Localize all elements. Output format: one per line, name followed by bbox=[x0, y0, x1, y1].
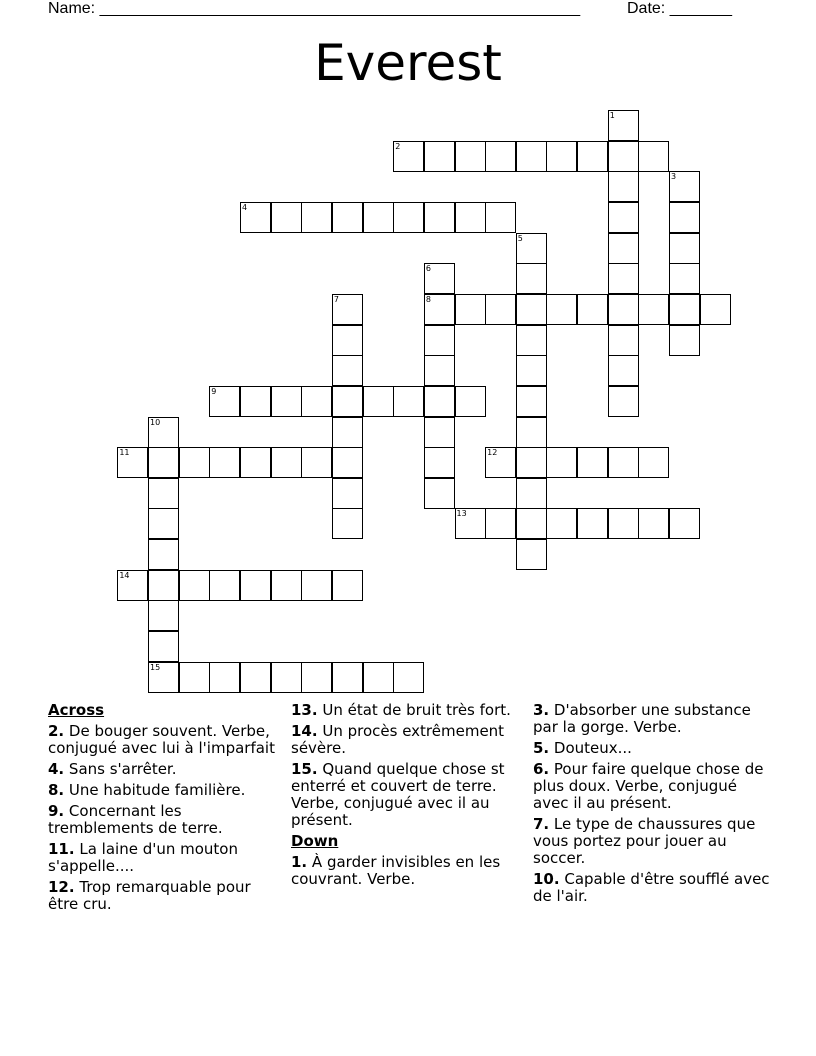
grid-cell[interactable] bbox=[485, 447, 516, 478]
down-heading: Down bbox=[291, 832, 339, 850]
clue-number: 11. bbox=[48, 840, 75, 858]
grid-cell[interactable] bbox=[301, 386, 332, 417]
clues-column-1 bbox=[48, 702, 280, 917]
grid-cell[interactable] bbox=[608, 263, 639, 294]
clue-across-14 bbox=[291, 723, 523, 757]
grid-cell[interactable] bbox=[393, 202, 424, 233]
grid-cell[interactable] bbox=[424, 294, 455, 325]
grid-cell[interactable] bbox=[638, 141, 669, 172]
grid-cell[interactable] bbox=[608, 110, 639, 141]
clue-down-6 bbox=[533, 761, 773, 812]
grid-cell[interactable] bbox=[608, 355, 639, 386]
grid-cell[interactable] bbox=[577, 508, 608, 539]
clue-text: Pour faire quelque chose de plus doux. Verbe, conjugué avec il au présent. bbox=[533, 760, 764, 812]
clue-across-12 bbox=[48, 879, 280, 913]
grid-cell[interactable] bbox=[638, 508, 669, 539]
grid-cell[interactable] bbox=[240, 447, 271, 478]
cell-number: 15 bbox=[150, 662, 161, 672]
grid-cell[interactable] bbox=[516, 539, 547, 570]
clue-across-2 bbox=[48, 723, 280, 757]
grid-cell[interactable] bbox=[117, 570, 148, 601]
grid-cell[interactable] bbox=[301, 447, 332, 478]
clue-down-3 bbox=[533, 702, 773, 736]
grid-cell[interactable] bbox=[424, 202, 455, 233]
grid-cell[interactable] bbox=[148, 631, 179, 662]
grid-cell[interactable] bbox=[148, 662, 179, 693]
grid-cell[interactable] bbox=[608, 447, 639, 478]
grid-cell[interactable] bbox=[179, 570, 210, 601]
clue-across-8 bbox=[48, 782, 280, 799]
grid-cell[interactable] bbox=[148, 508, 179, 539]
grid-cell[interactable] bbox=[516, 355, 547, 386]
cell-number: 2 bbox=[395, 141, 401, 151]
grid-cell[interactable] bbox=[577, 447, 608, 478]
clue-number: 3. bbox=[533, 701, 550, 719]
grid-cell[interactable] bbox=[301, 662, 332, 693]
grid-cell[interactable] bbox=[516, 141, 547, 172]
grid-cell[interactable] bbox=[332, 202, 363, 233]
clues-column-2 bbox=[291, 702, 523, 892]
grid-cell[interactable] bbox=[209, 386, 240, 417]
grid-cell[interactable] bbox=[179, 447, 210, 478]
cell-number: 3 bbox=[671, 172, 677, 182]
grid-cell[interactable] bbox=[546, 508, 577, 539]
grid-cell[interactable] bbox=[516, 386, 547, 417]
grid-cell[interactable] bbox=[424, 447, 455, 478]
clue-across-9 bbox=[48, 803, 280, 837]
grid-cell[interactable] bbox=[301, 202, 332, 233]
grid-cell[interactable] bbox=[516, 233, 547, 264]
clue-number: 10. bbox=[533, 870, 560, 888]
grid-cell[interactable] bbox=[546, 294, 577, 325]
grid-cell[interactable] bbox=[669, 202, 700, 233]
clues-column-3 bbox=[533, 702, 773, 909]
grid-cell[interactable] bbox=[608, 202, 639, 233]
clue-across-13 bbox=[291, 702, 523, 719]
clue-text: Le type de chaussures que vous portez pour jouer au soccer. bbox=[533, 815, 756, 867]
clue-number: 9. bbox=[48, 802, 65, 820]
clue-text: Concernant les tremblements de terre. bbox=[48, 802, 223, 837]
grid-cell[interactable] bbox=[455, 141, 486, 172]
grid-cell[interactable] bbox=[608, 233, 639, 264]
grid-cell[interactable] bbox=[332, 570, 363, 601]
clue-number: 5. bbox=[533, 739, 550, 757]
grid-cell[interactable] bbox=[455, 202, 486, 233]
clue-text: De bouger souvent. Verbe, conjugué avec lui à l'imparfait bbox=[48, 722, 275, 757]
grid-cell[interactable] bbox=[516, 478, 547, 509]
grid-cell[interactable] bbox=[608, 325, 639, 356]
cell-number: 4 bbox=[241, 202, 248, 212]
grid-cell[interactable] bbox=[485, 294, 516, 325]
cell-number: 1 bbox=[609, 111, 615, 120]
grid-cell[interactable] bbox=[363, 202, 394, 233]
grid-cell[interactable] bbox=[485, 202, 516, 233]
clue-down-10 bbox=[533, 871, 773, 905]
grid-cell[interactable] bbox=[240, 570, 271, 601]
grid-cell[interactable] bbox=[209, 570, 240, 601]
grid-cell[interactable] bbox=[455, 508, 486, 539]
cell-number: 9 bbox=[211, 386, 217, 396]
grid-cell[interactable] bbox=[516, 325, 547, 356]
grid-cell[interactable] bbox=[393, 662, 424, 693]
grid-cell[interactable] bbox=[332, 478, 363, 509]
grid-cell[interactable] bbox=[148, 539, 179, 570]
grid-cell[interactable] bbox=[271, 202, 302, 233]
grid-cell[interactable] bbox=[485, 508, 516, 539]
grid-cell[interactable] bbox=[363, 386, 394, 417]
grid-cell[interactable] bbox=[271, 447, 302, 478]
puzzle-title: Everest bbox=[314, 34, 502, 92]
grid-cell[interactable] bbox=[424, 355, 455, 386]
grid-cell[interactable] bbox=[148, 570, 179, 601]
grid-cell[interactable] bbox=[424, 386, 455, 417]
clue-text: Quand quelque chose st enterré et couvert de terre. Verbe, conjugué avec il au présent. bbox=[291, 760, 505, 829]
grid-cell[interactable] bbox=[363, 662, 394, 693]
clue-number: 4. bbox=[48, 760, 65, 778]
grid-cell[interactable] bbox=[424, 325, 455, 356]
grid-cell[interactable] bbox=[669, 171, 700, 202]
clue-across-4 bbox=[48, 761, 280, 778]
clue-text: Une habitude familière. bbox=[68, 781, 246, 799]
grid-cell[interactable] bbox=[209, 447, 240, 478]
grid-cell[interactable] bbox=[516, 508, 547, 539]
grid-cell[interactable] bbox=[332, 294, 363, 325]
grid-cell[interactable] bbox=[638, 294, 669, 325]
clue-text: Capable d'être soufflé avec de l'air. bbox=[533, 870, 770, 905]
grid-cell[interactable] bbox=[700, 294, 731, 325]
grid-cell[interactable] bbox=[608, 508, 639, 539]
grid-cell[interactable] bbox=[516, 417, 547, 448]
clue-across-11 bbox=[48, 841, 280, 875]
grid-cell[interactable] bbox=[424, 141, 455, 172]
grid-cell[interactable] bbox=[424, 478, 455, 509]
grid-cell[interactable] bbox=[148, 447, 179, 478]
cell-number: 11 bbox=[119, 448, 130, 458]
date-field: Date: _______ bbox=[627, 0, 732, 17]
clue-text: À garder invisibles en les couvrant. Verbe. bbox=[291, 853, 501, 888]
grid-cell[interactable] bbox=[179, 662, 210, 693]
grid-cell[interactable] bbox=[240, 662, 271, 693]
grid-cell[interactable] bbox=[455, 294, 486, 325]
grid-cell[interactable] bbox=[669, 263, 700, 294]
clue-number: 1. bbox=[291, 853, 308, 871]
clue-across-15 bbox=[291, 761, 523, 829]
clue-down-1 bbox=[291, 854, 523, 888]
clue-text: Un état de bruit très fort. bbox=[322, 701, 511, 719]
clue-text: La laine d'un mouton s'appelle.... bbox=[48, 840, 238, 875]
clue-text: Un procès extrêmement sévère. bbox=[291, 722, 505, 757]
cell-number: 6 bbox=[425, 264, 431, 274]
cell-number: 13 bbox=[456, 509, 467, 519]
clue-down-7 bbox=[533, 816, 773, 867]
clue-number: 14. bbox=[291, 722, 318, 740]
grid-cell[interactable] bbox=[455, 386, 486, 417]
clue-number: 15. bbox=[291, 760, 318, 778]
grid-cell[interactable] bbox=[148, 478, 179, 509]
grid-cell[interactable] bbox=[669, 294, 700, 325]
grid-cell[interactable] bbox=[271, 662, 302, 693]
grid-cell[interactable] bbox=[332, 508, 363, 539]
grid-cell[interactable] bbox=[608, 386, 639, 417]
grid-cell[interactable] bbox=[271, 386, 302, 417]
cell-number: 14 bbox=[119, 570, 130, 580]
grid-cell[interactable] bbox=[117, 447, 148, 478]
clue-number: 8. bbox=[48, 781, 65, 799]
grid-cell[interactable] bbox=[240, 202, 271, 233]
cell-number: 7 bbox=[333, 294, 339, 304]
clue-number: 2. bbox=[48, 722, 65, 740]
clue-down-5 bbox=[533, 740, 773, 757]
grid-cell[interactable] bbox=[148, 600, 179, 631]
name-field: Name: ______________________________________________________ bbox=[48, 0, 581, 17]
grid-cell[interactable] bbox=[546, 447, 577, 478]
across-heading: Across bbox=[48, 701, 105, 719]
grid-cell[interactable] bbox=[669, 325, 700, 356]
grid-cell[interactable] bbox=[424, 417, 455, 448]
grid-cell[interactable] bbox=[148, 417, 179, 448]
grid-cell[interactable] bbox=[608, 171, 639, 202]
grid-cell[interactable] bbox=[638, 447, 669, 478]
grid-cell[interactable] bbox=[332, 417, 363, 448]
grid-cell[interactable] bbox=[669, 233, 700, 264]
grid-cell[interactable] bbox=[393, 386, 424, 417]
clue-number: 6. bbox=[533, 760, 550, 778]
grid-cell[interactable] bbox=[546, 141, 577, 172]
clue-number: 12. bbox=[48, 878, 75, 896]
grid-cell[interactable] bbox=[240, 386, 271, 417]
grid-cell[interactable] bbox=[516, 294, 547, 325]
cell-number: 5 bbox=[517, 233, 523, 243]
clue-text: Sans s'arrêter. bbox=[68, 760, 177, 778]
grid-cell[interactable] bbox=[424, 263, 455, 294]
clue-text: Douteux... bbox=[553, 739, 632, 757]
clue-text: D'absorber une substance par la gorge. Verbe. bbox=[533, 701, 751, 736]
cell-number: 10 bbox=[150, 417, 161, 427]
grid-cell[interactable] bbox=[301, 570, 332, 601]
grid-cell[interactable] bbox=[516, 447, 547, 478]
grid-cell[interactable] bbox=[608, 294, 639, 325]
grid-cell[interactable] bbox=[608, 141, 639, 172]
cell-number: 12 bbox=[487, 448, 498, 458]
clue-number: 7. bbox=[533, 815, 550, 833]
grid-cell[interactable] bbox=[332, 386, 363, 417]
grid-cell[interactable] bbox=[516, 263, 547, 294]
grid-cell[interactable] bbox=[332, 355, 363, 386]
grid-cell[interactable] bbox=[332, 447, 363, 478]
grid-cell[interactable] bbox=[485, 141, 516, 172]
grid-cell[interactable] bbox=[332, 662, 363, 693]
clue-number: 13. bbox=[291, 701, 318, 719]
clue-text: Trop remarquable pour être cru. bbox=[48, 878, 251, 913]
grid-cell[interactable] bbox=[393, 141, 424, 172]
grid-cell[interactable] bbox=[332, 325, 363, 356]
grid-cell[interactable] bbox=[577, 294, 608, 325]
cell-number: 8 bbox=[425, 294, 431, 304]
grid-cell[interactable] bbox=[577, 141, 608, 172]
grid-cell[interactable] bbox=[669, 508, 700, 539]
grid-cell[interactable] bbox=[271, 570, 302, 601]
grid-cell[interactable] bbox=[209, 662, 240, 693]
